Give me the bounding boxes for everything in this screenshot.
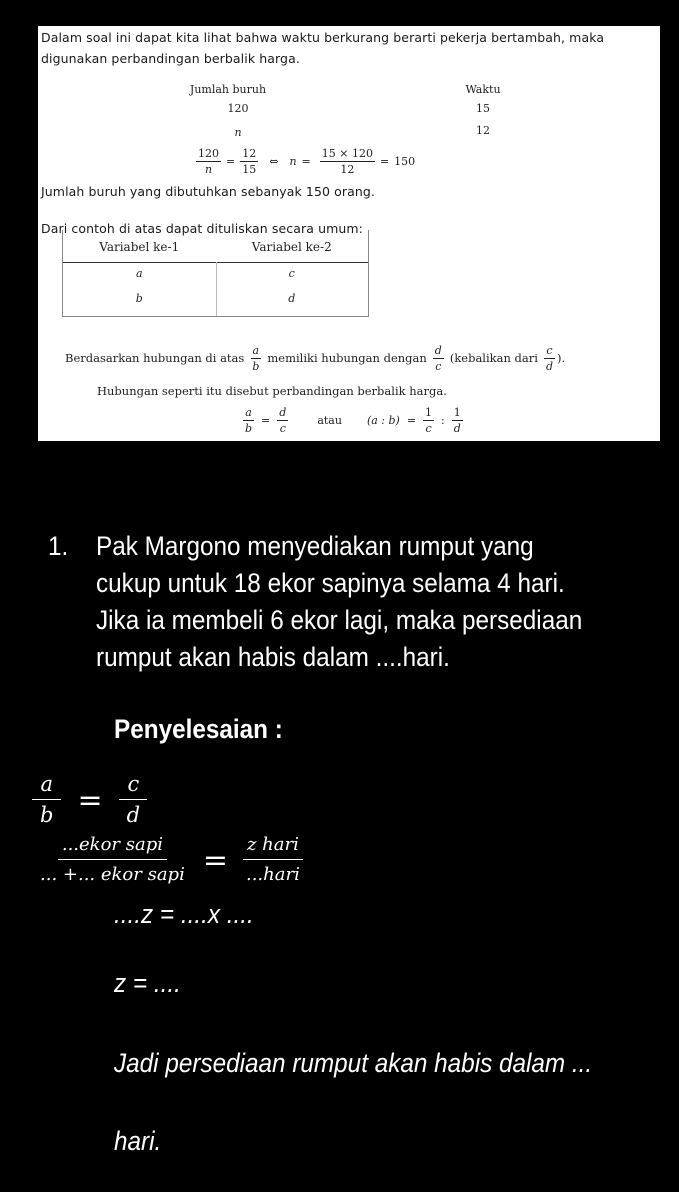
inverse-statement: Hubungan seperti itu disebut perbandingan berbalik harga.: [97, 384, 447, 398]
fraction: $\frac{c}{d}$: [119, 774, 148, 826]
table2-cell: d: [288, 292, 296, 305]
question-line: rumput akan habis dalam ....hari.: [96, 642, 450, 672]
solution-heading: Penyelesaian :: [114, 714, 283, 744]
header-variabel-2: Variabel ke-2: [251, 240, 332, 254]
fraction: $\frac{15 \times 120}{12}$: [321, 146, 373, 176]
relation-sentence: Berdasarkan hubungan di atas $\frac{a}{b}$ memiliki hubungan dengan $\frac{d}{c}$ (kebalikan dari $\frac{c}{d}$ ).: [65, 343, 566, 373]
equation-row: $\frac{120}{n}$ = $\frac{12}{15}$ ⇔ n = $\frac{15 \times 120}{12}$ = 150: [198, 146, 416, 176]
fraction: $\frac{\text{...ekor sapi}}{\text{... +... ekor sapi}}$: [40, 834, 185, 885]
table2-cell: c: [288, 267, 295, 280]
table1-cell: 120: [227, 102, 249, 115]
filled-proportion: $\frac{\text{...ekor sapi}}{\text{... +... ekor sapi}}$ = $\frac{\text{z hari}}{\text{...hari}}$: [36, 830, 304, 890]
variable-table: [62, 230, 369, 317]
table1-header-waktu: Waktu: [465, 83, 501, 96]
table1-header-jumlah-buruh: Jumlah buruh: [189, 83, 267, 96]
intro-line-1: Dalam soal ini dapat kita lihat bahwa waktu berkurang berarti pekerja bertambah, maka: [41, 30, 605, 45]
fraction: $\frac{d}{c}$: [434, 343, 442, 373]
fraction: $\frac{a}{b}$: [252, 343, 260, 373]
solution-step-2: z = ....: [114, 968, 181, 998]
table1-cell: n: [234, 126, 242, 139]
fraction: $\frac{12}{15}$: [242, 146, 257, 176]
fraction: $\frac{c}{d}$: [545, 343, 553, 373]
conclusion-text: Jumlah buruh yang dibutuhkan sebanyak 150 orang.: [41, 184, 375, 199]
fraction: $\frac{d}{c}$: [279, 405, 287, 435]
table1-cell: 15: [476, 102, 490, 115]
fraction: $\frac{a}{b}$: [32, 774, 61, 826]
fraction: $\frac{a}{b}$: [245, 405, 253, 435]
fraction: $\frac{120}{n}$: [198, 146, 219, 176]
table1-cell: 12: [476, 124, 490, 137]
question-number: 1.: [48, 531, 69, 561]
question-line: cukup untuk 18 ekor sapinya selama 4 hari.: [96, 568, 565, 598]
intro-line-2: digunakan perbandingan berbalik harga.: [41, 51, 300, 66]
table2-cell: a: [135, 267, 143, 280]
variable-table-header: [63, 230, 368, 263]
answer-line-2: hari.: [114, 1126, 162, 1156]
header-variabel-1: Variabel ke-1: [99, 240, 180, 254]
table2-cell: b: [135, 292, 143, 305]
inverse-formula: $\frac{a}{b}$ = $\frac{d}{c}$ atau (a : b) = $\frac{1}{c}$ : $\frac{1}{d}$: [245, 405, 461, 435]
general-intro-text: Dari contoh di atas dapat dituliskan secara umum:: [41, 221, 363, 236]
question-line: Jika ia membeli 6 ekor lagi, maka persediaan: [96, 605, 583, 635]
question-line: Pak Margono menyediakan rumput yang: [96, 531, 534, 561]
fraction: $\frac{\text{z hari}}{\text{...hari}}$: [242, 836, 304, 884]
fraction: $\frac{1}{c}$: [425, 405, 433, 435]
fraction: $\frac{1}{d}$: [453, 405, 461, 435]
answer-line-1: Jadi persediaan rumput akan habis dalam ...: [114, 1048, 593, 1078]
general-proportion: $\frac{a}{b}$ = $\frac{c}{d}$: [32, 770, 148, 830]
solution-step-1: ....z = ....x ....: [114, 899, 254, 929]
table-divider: [216, 262, 217, 316]
